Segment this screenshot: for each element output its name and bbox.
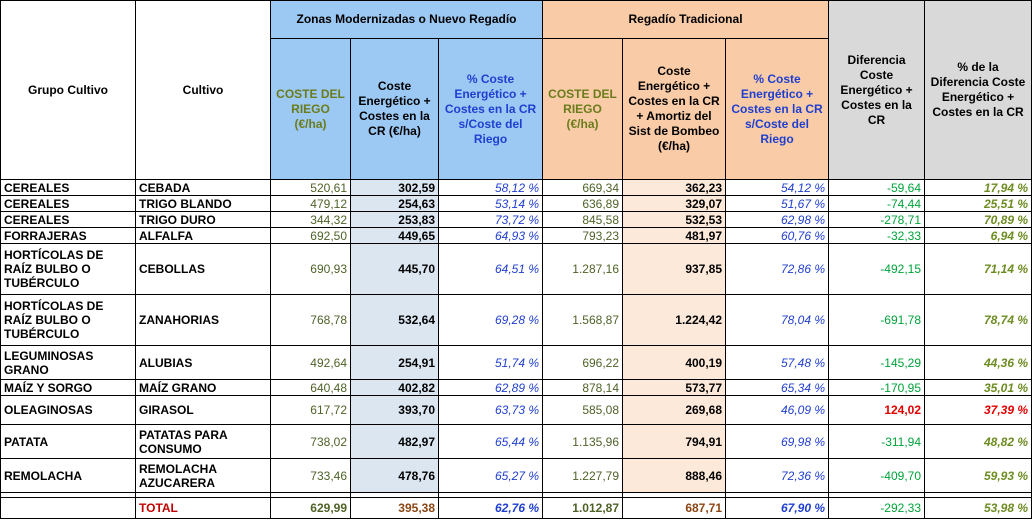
table-row	[1, 425, 1032, 459]
cell-pct-diff: 78,74 %	[925, 295, 1032, 346]
cell-zm-ener: 393,70	[351, 396, 439, 425]
cell-zm-riego: 479,12	[271, 196, 351, 212]
cell-zm-riego: 617,72	[271, 396, 351, 425]
cell-total-empty	[1, 498, 136, 519]
cell-cultivo: CEBOLLAS	[136, 244, 271, 295]
cell-diff: -59,64	[829, 180, 925, 196]
cell-pct-diff: 48,82 %	[925, 425, 1032, 459]
cell-pct-diff: 35,01 %	[925, 380, 1032, 396]
cell-rt-ener: 481,97	[623, 228, 726, 244]
cell-zm-pct: 58,12 %	[439, 180, 543, 196]
cell-zm-pct: 51,74 %	[439, 346, 543, 380]
cell-cultivo: ALUBIAS	[136, 346, 271, 380]
cell-pct-diff: 70,89 %	[925, 212, 1032, 228]
cell-rt-riego: 636,89	[543, 196, 623, 212]
cell-zm-pct: 63,73 %	[439, 396, 543, 425]
table-row	[1, 346, 1032, 380]
cell-zm-ener: 402,82	[351, 380, 439, 396]
cell-zm-riego: 520,61	[271, 180, 351, 196]
cell-zm-pct: 69,28 %	[439, 295, 543, 346]
cell-rt-riego: 793,23	[543, 228, 623, 244]
table-row	[1, 380, 1032, 396]
cell-diff: -311,94	[829, 425, 925, 459]
cell-zm-ener: 302,59	[351, 180, 439, 196]
cell-rt-ener: 400,19	[623, 346, 726, 380]
header-zm-pct: % Coste Energético + Costes en la CR s/Coste del Riego	[439, 39, 543, 180]
header-regadio-tradicional: Regadío Tradicional	[543, 1, 829, 39]
cell-zm-ener: 532,64	[351, 295, 439, 346]
cell-zm-pct: 73,72 %	[439, 212, 543, 228]
header-zonas-modernizadas: Zonas Modernizadas o Nuevo Regadío	[271, 1, 543, 39]
cell-zm-ener: 449,65	[351, 228, 439, 244]
cell-pct-diff: 71,14 %	[925, 244, 1032, 295]
cell-rt-ener: 794,91	[623, 425, 726, 459]
cell-zm-riego: 692,50	[271, 228, 351, 244]
header-zm-coste-riego: COSTE DEL RIEGO (€/ha)	[271, 39, 351, 180]
cell-diff: -691,78	[829, 295, 925, 346]
cell-rt-riego: 1.135,96	[543, 425, 623, 459]
table-row	[1, 396, 1032, 425]
cell-rt-riego: 585,08	[543, 396, 623, 425]
cell-zm-ener: 482,97	[351, 425, 439, 459]
cell-rt-pct: 46,09 %	[726, 396, 829, 425]
cell-zm-riego: 344,32	[271, 212, 351, 228]
cell-total-rt-pct: 67,90 %	[726, 498, 829, 519]
cell-rt-ener: 888,46	[623, 459, 726, 493]
total-row	[1, 498, 1032, 519]
table-row	[1, 295, 1032, 346]
cell-zm-riego: 768,78	[271, 295, 351, 346]
cell-total-diff: -292,33	[829, 498, 925, 519]
cell-diff: -409,70	[829, 459, 925, 493]
cell-grupo: CEREALES	[1, 180, 136, 196]
cell-total-rt-riego: 1.012,87	[543, 498, 623, 519]
header-rt-coste-energetico: Coste Energético + Costes en la CR + Amortiz del Sist de Bombeo (€/ha)	[623, 39, 726, 180]
cell-rt-riego: 1.568,87	[543, 295, 623, 346]
cell-rt-pct: 72,86 %	[726, 244, 829, 295]
cell-rt-ener: 269,68	[623, 396, 726, 425]
cell-grupo: FORRAJERAS	[1, 228, 136, 244]
header-cultivo: Cultivo	[136, 1, 271, 180]
cell-rt-pct: 60,76 %	[726, 228, 829, 244]
cell-rt-ener: 573,77	[623, 380, 726, 396]
cell-zm-ener: 478,76	[351, 459, 439, 493]
cell-zm-riego: 738,02	[271, 425, 351, 459]
cell-cultivo: CEBADA	[136, 180, 271, 196]
cell-diff: -32,33	[829, 228, 925, 244]
cell-zm-riego: 690,93	[271, 244, 351, 295]
cell-zm-riego: 640,48	[271, 380, 351, 396]
cell-diff: -492,15	[829, 244, 925, 295]
cell-rt-riego: 669,34	[543, 180, 623, 196]
cell-grupo: CEREALES	[1, 196, 136, 212]
cell-grupo: REMOLACHA	[1, 459, 136, 493]
header-rt-pct: % Coste Energético + Costes en la CR s/Coste del Riego	[726, 39, 829, 180]
cell-rt-pct: 69,98 %	[726, 425, 829, 459]
cell-pct-diff: 25,51 %	[925, 196, 1032, 212]
cell-total-label: TOTAL	[136, 498, 271, 519]
table-row	[1, 459, 1032, 493]
cell-cultivo: TRIGO BLANDO	[136, 196, 271, 212]
cell-grupo: PATATA	[1, 425, 136, 459]
cell-rt-riego: 696,22	[543, 346, 623, 380]
cell-cultivo: MAÍZ GRANO	[136, 380, 271, 396]
cell-rt-pct: 78,04 %	[726, 295, 829, 346]
cell-rt-pct: 51,67 %	[726, 196, 829, 212]
cell-pct-diff: 44,36 %	[925, 346, 1032, 380]
cell-rt-pct: 72,36 %	[726, 459, 829, 493]
cell-pct-diff: 17,94 %	[925, 180, 1032, 196]
cell-grupo: OLEAGINOSAS	[1, 396, 136, 425]
cell-zm-ener: 445,70	[351, 244, 439, 295]
cell-zm-pct: 64,93 %	[439, 228, 543, 244]
cell-rt-pct: 65,34 %	[726, 380, 829, 396]
cell-grupo: CEREALES	[1, 212, 136, 228]
cell-cultivo: ALFALFA	[136, 228, 271, 244]
cell-rt-riego: 878,14	[543, 380, 623, 396]
header-grupo-cultivo: Grupo Cultivo	[1, 1, 136, 180]
table-row	[1, 196, 1032, 212]
cell-total-zm-riego: 629,99	[271, 498, 351, 519]
table-row	[1, 180, 1032, 196]
table-row	[1, 212, 1032, 228]
cell-rt-ener: 1.224,42	[623, 295, 726, 346]
cell-grupo: HORTÍCOLAS DE RAÍZ BULBO O TUBÉRCULO	[1, 244, 136, 295]
cell-pct-diff: 37,39 %	[925, 396, 1032, 425]
cell-rt-ener: 937,85	[623, 244, 726, 295]
cell-total-pct-diff: 53,98 %	[925, 498, 1032, 519]
cell-total-rt-ener: 687,71	[623, 498, 726, 519]
cell-cultivo: TRIGO DURO	[136, 212, 271, 228]
cell-rt-ener: 329,07	[623, 196, 726, 212]
cell-diff: -278,71	[829, 212, 925, 228]
cell-zm-ener: 254,63	[351, 196, 439, 212]
header-zm-coste-energetico: Coste Energético + Costes en la CR (€/ha)	[351, 39, 439, 180]
cell-zm-riego: 733,46	[271, 459, 351, 493]
table-row	[1, 244, 1032, 295]
cell-diff: -145,29	[829, 346, 925, 380]
cell-zm-pct: 64,51 %	[439, 244, 543, 295]
cell-rt-ener: 532,53	[623, 212, 726, 228]
table-row	[1, 228, 1032, 244]
header-diferencia: Diferencia Coste Energético + Costes en la CR	[829, 1, 925, 180]
cell-zm-pct: 65,27 %	[439, 459, 543, 493]
cell-cultivo: ZANAHORIAS	[136, 295, 271, 346]
cell-rt-riego: 1.287,16	[543, 244, 623, 295]
cell-cultivo: GIRASOL	[136, 396, 271, 425]
cell-cultivo: PATATAS PARA CONSUMO	[136, 425, 271, 459]
cell-rt-ener: 362,23	[623, 180, 726, 196]
header-pct-diferencia: % de la Diferencia Coste Energético + Costes en la CR	[925, 1, 1032, 180]
header-rt-coste-riego: COSTE DEL RIEGO (€/ha)	[543, 39, 623, 180]
cell-rt-riego: 845,58	[543, 212, 623, 228]
table-body	[1, 180, 1032, 519]
cell-zm-ener: 253,83	[351, 212, 439, 228]
cell-diff: 124,02	[829, 396, 925, 425]
cell-zm-pct: 53,14 %	[439, 196, 543, 212]
cell-grupo: LEGUMINOSAS GRANO	[1, 346, 136, 380]
cell-rt-pct: 57,48 %	[726, 346, 829, 380]
cell-grupo: MAÍZ Y SORGO	[1, 380, 136, 396]
cell-diff: -74,44	[829, 196, 925, 212]
cell-diff: -170,95	[829, 380, 925, 396]
cell-zm-pct: 65,44 %	[439, 425, 543, 459]
cell-pct-diff: 6,94 %	[925, 228, 1032, 244]
cell-grupo: HORTÍCOLAS DE RAÍZ BULBO O TUBÉRCULO	[1, 295, 136, 346]
cell-rt-riego: 1.227,79	[543, 459, 623, 493]
cell-rt-pct: 62,98 %	[726, 212, 829, 228]
cell-zm-ener: 254,91	[351, 346, 439, 380]
cell-total-zm-pct: 62,76 %	[439, 498, 543, 519]
cell-pct-diff: 59,93 %	[925, 459, 1032, 493]
cell-zm-riego: 492,64	[271, 346, 351, 380]
cell-cultivo: REMOLACHA AZUCARERA	[136, 459, 271, 493]
cell-rt-pct: 54,12 %	[726, 180, 829, 196]
cell-zm-pct: 62,89 %	[439, 380, 543, 396]
cell-total-zm-ener: 395,38	[351, 498, 439, 519]
